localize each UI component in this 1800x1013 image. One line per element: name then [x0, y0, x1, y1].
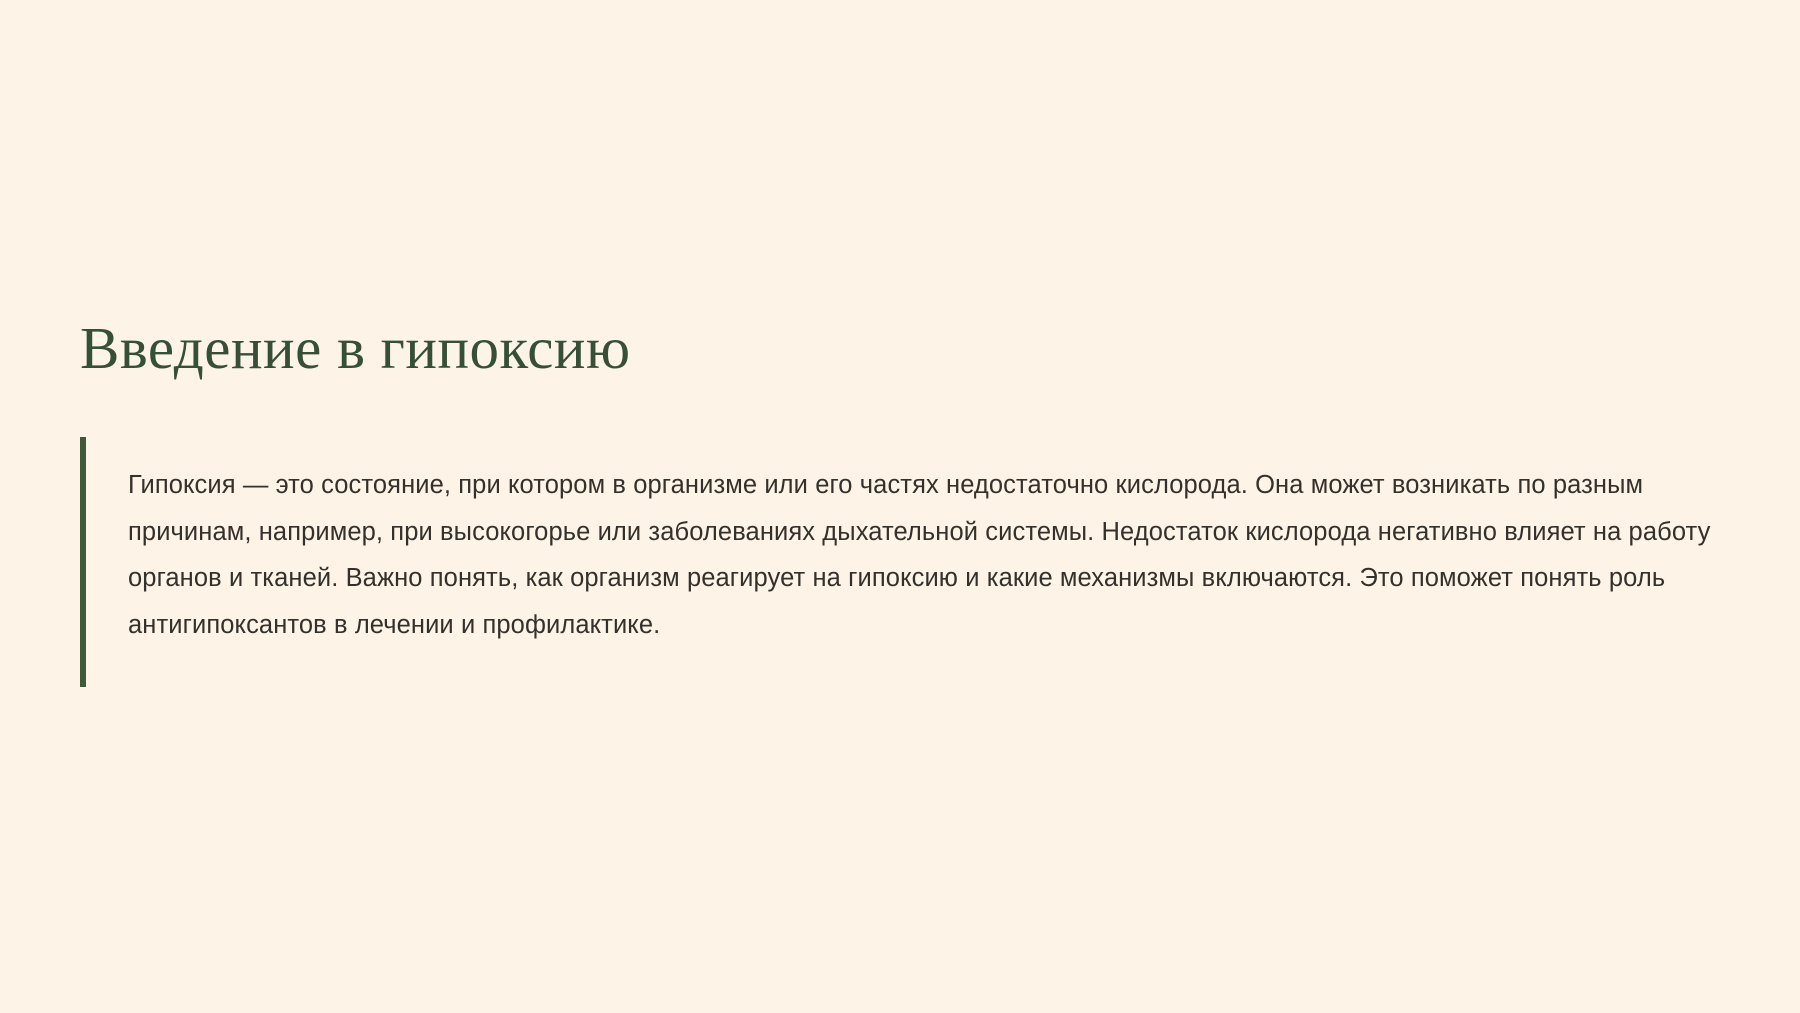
- page-title: Введение в гипоксию: [80, 315, 631, 381]
- body-paragraph: Гипоксия — это состояние, при котором в организме или его частях недостаточно кислорода. Она может возникать по разным причинам, например, при высокогорье или заболеваниях дыхательной системы. Недостаток кислорода негативно влияет на работу органов и тканей. Важно понять, как организм реагирует на гипоксию и какие механизмы включаются. Это поможет понять роль антигипоксантов в лечении и профилактике.: [128, 471, 1711, 639]
- body-block: [80, 437, 1730, 687]
- slide-content: [80, 316, 1730, 687]
- accent-bar: [80, 437, 86, 687]
